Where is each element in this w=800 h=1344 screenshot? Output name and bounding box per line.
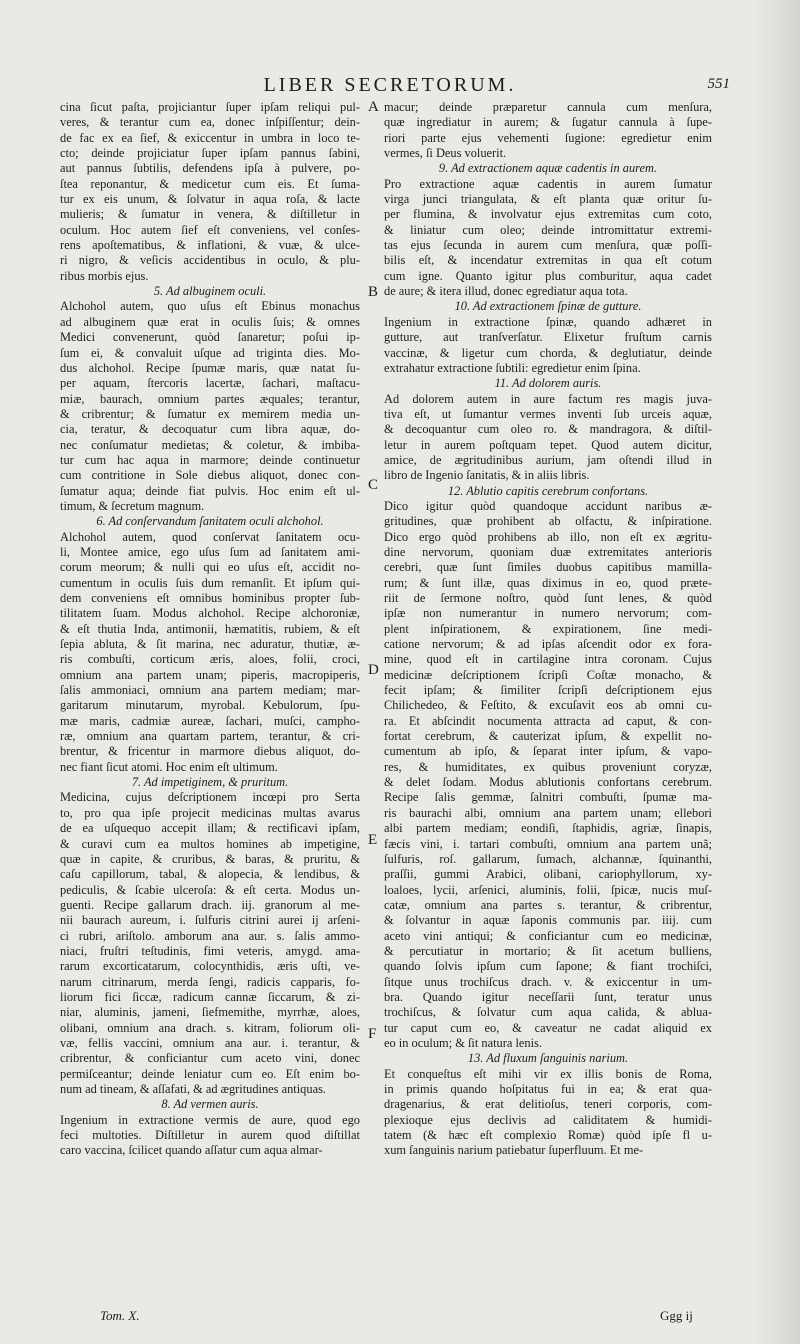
text-line: ſitque unus trochiſcus drach. v. & exiccentur in um-	[384, 974, 712, 989]
text-line: plexioque ejus declivis ad caliditatem & humidi-	[384, 1112, 712, 1127]
text-line: vermes, ſi Deus voluerit.	[384, 146, 507, 161]
text-line: albi partem mediam; eondiſi, ſtaphidis, agriæ, ſinapis,	[384, 821, 712, 836]
text-line: quæ ingrediatur in aurem; & ſugatur cannula à ſupe-	[384, 115, 712, 130]
text-line: & ſolvantur in aquæ ſaponis communis par. iiij. cum	[384, 913, 712, 928]
text-line: pediculis, & ſcabie ulceroſa: & eſt certa. Modus un-	[60, 882, 360, 897]
text-line: cum igne. Quanto igitur plus comburitur, aqua cadet	[384, 268, 712, 283]
text-line: Dico igitur quòd quandoque accidunt naribus æ-	[384, 498, 712, 513]
text-line: per aquam, ſtercoris lacertæ, ſachari, maſtacu-	[60, 376, 360, 391]
right-column	[384, 100, 712, 1159]
text-line: Alchohol autem, quo uſus eſt Ebinus monachus	[60, 299, 360, 314]
text-line: dragenarius, & erat delitioſus, teneri corporis, com-	[384, 1097, 712, 1112]
text-line: ipſæ non numerantur in numero nervorum; com-	[384, 606, 712, 621]
text-line: tilitatem ſuam. Modus alchohol. Recipe alchoroniæ,	[60, 606, 360, 621]
text-line: timum, & ſecretum magnum.	[60, 498, 205, 513]
margin-letter-d: D	[368, 662, 379, 678]
text-line: tas ejus ſecunda in aurem cum menſura, quæ poſſi-	[384, 238, 712, 253]
text-line: dem conveniens eſt omnibus hominibus propter ſub-	[60, 591, 360, 605]
text-line: oculum. Hoc autem ſief eſt conveniens, vel conſes-	[60, 222, 360, 237]
text-line: per flumina, & involvatur ejus extremitas cum coto,	[384, 207, 712, 222]
text-line: Ingenium in extractione vermis de aure, quod ego	[60, 1112, 360, 1127]
running-head: LIBER SECRETORUM.	[263, 74, 517, 96]
text-line: ſepia abluta, & ſit marina, nec aduratur, thutiæ, æ-	[60, 637, 360, 652]
text-line: cto; deinde projiciatur ſuper ipſam pannus ſabini,	[60, 146, 360, 161]
text-line: tatem (& hæc eſt complexio Romæ) quòd ipſe fl u-	[384, 1128, 712, 1143]
text-line: tiva eſt, ut ſumantur vermes inventi ſub urceis aquæ,	[384, 406, 712, 421]
text-line: cerebri, quæ ſunt ſimiles duobus capitibus mamilla-	[384, 560, 712, 575]
text-line: niar, aluminis, jameni, ſiefmemithe, myrrhæ, aloes,	[60, 1005, 360, 1020]
section-heading: 5. Ad albuginem oculi.	[153, 284, 267, 299]
text-line: rum; & ſunt illæ, quas diximus in eo, quod præte-	[384, 575, 712, 590]
text-line: & liniatur cum oleo; deinde intromittatur extremi-	[384, 222, 712, 237]
text-line: tur cum hac aqua in marmore; deinde continuetur	[60, 452, 360, 467]
page-number: 551	[707, 76, 730, 92]
text-line: riori parte ejus vehementi ſugione: egredietur enim	[384, 130, 712, 145]
text-line: ſulfuris, roſ. gallarum, ſumach, alchannæ, ſquinanthi,	[384, 851, 712, 866]
signature-mark: Tom. X.	[100, 1308, 140, 1323]
text-line: num ad tineam, & aſſafati, & ad ægritudines antiquas.	[60, 1082, 326, 1096]
text-line: eo in oculum; & ſit natura lenis.	[384, 1035, 542, 1050]
text-line: to, pro qua ipſe projecit medicinas multas avarus	[60, 805, 360, 820]
text-line: cum contritione in Sole diebus aliquot, donec con-	[60, 468, 360, 483]
text-line: Alchohol autem, quod conſervat ſanitatem ocu-	[60, 529, 360, 544]
text-line: Et conqueſtus eſt mihi vir ex illis bonis de Roma,	[384, 1066, 712, 1081]
section-heading: 9. Ad extractionem aquæ cadentis in aurem.	[438, 161, 658, 176]
text-line: rarum excorticatarum, colocynthidis, æris uſti, ve-	[60, 959, 360, 974]
text-line: ris baurachi albi, omnium ana partem unam; ellebori	[384, 805, 712, 820]
text-line: cumentum ab ipſo, & ſeparat inter ipſum, & vapo-	[384, 744, 712, 759]
margin-letter-c: C	[368, 477, 379, 493]
text-line: ræ, omnium ana quartam partem, terantur, & cri-	[60, 729, 360, 744]
text-line: xum ſanguinis narium patiebatur ſuperfluum. Et me-	[384, 1143, 644, 1158]
text-line: fecit ipſam; & ſimiliter ſcripſi deſcriptionem ejus	[384, 683, 712, 698]
text-line: medicinæ deſcriptionem ſcripſi Coſtæ monacho, &	[384, 667, 712, 682]
section-heading: 12. Ablutio capitis cerebrum confortans.	[447, 483, 649, 498]
section-heading: 13. Ad fluxum ſanguinis narium.	[467, 1051, 629, 1066]
text-line: nec conſumatur medietas; & coletur, & imbiba-	[60, 437, 360, 452]
text-line: praſſii, gummi Arabici, olibani, cariophyllorum, xy-	[384, 867, 712, 882]
margin-letter-b: B	[368, 284, 379, 300]
text-line: guenti. Recipe gallarum drach. iij. granorum al me-	[60, 897, 360, 912]
text-line: ris combuſti, corticum æris, aloes, folii, croci,	[60, 652, 360, 667]
text-line: ribus morbis ejus.	[60, 268, 149, 283]
text-line: fæcis vini, i. tartari combuſti, omnium ana partem unã;	[384, 836, 712, 851]
text-line: gritudines, quæ prohibent ab olfactu, & inſpiratione.	[384, 514, 712, 529]
text-line: & percutiatur in mortario; & ſit acetum bulliens,	[384, 943, 712, 958]
text-line: mulieris; & ſumatur in venera, & diſtilletur in	[60, 207, 360, 222]
text-line: bilis eſt, & incendatur extremitas in qua eſt cotum	[384, 253, 712, 268]
text-line: tur ex eis unum, & ſolvatur in aqua roſa, & lacte	[60, 192, 360, 207]
text-line: de ea uſquequo accepit illam; & rectificavi ipſam,	[60, 821, 360, 836]
text-line: rens apoſtematibus, & inflationi, & vuæ, & ulce-	[60, 238, 360, 253]
text-line: Chilichedeo, & Feſtito, & excuſavit eos ab omni cu-	[384, 698, 712, 713]
text-line: loaloes, lycii, arſenici, aluminis, folii, ſpicæ, nucis muſ-	[384, 882, 712, 897]
text-line: corum meorum; & nulli qui eo uſus eſt, accidit no-	[60, 560, 360, 575]
text-line: narum citrinarum, merda ſengi, radicis capparis, fo-	[60, 974, 360, 989]
text-line: dine nervorum, quoniam duæ extremitates anterioris	[384, 544, 712, 559]
text-line: feci multoties. Diſtilletur in aurem quod diſtillat	[60, 1128, 360, 1143]
text-line: tur caput cum eo, & caveatur ne cadat aliquid ex	[384, 1020, 712, 1035]
text-line: omnium ana partem unam; piperis, macropiperis,	[60, 667, 360, 682]
text-line: mine, quod eſt in cartilagine intra coronam. Cujus	[384, 652, 712, 667]
text-line: ci rubri, ariſtolo. amborum ana aur. s. ſalis ammo-	[60, 928, 360, 943]
text-line: aut pannus ſubtilis, defendens ipſa à pulvere, po-	[60, 161, 360, 176]
text-line: Medici convenerunt, quòd ſanaretur; poſui ip-	[60, 330, 360, 345]
text-line: permiſceantur; deinde leniatur cum eo. Eſt enim bo-	[60, 1066, 360, 1081]
margin-letter-f: F	[368, 1026, 377, 1042]
text-line: Recipe ſalis gemmæ, ſalnitri combuſti, ſpumæ ma-	[384, 790, 712, 805]
page-gutter-shade	[754, 0, 800, 1344]
section-heading: 8. Ad vermen auris.	[161, 1097, 259, 1112]
text-line: quando ſolvis ipſum cum ſapone; & fiant trochiſci,	[384, 959, 712, 974]
text-line: macur; deinde præparetur cannula cum menſura,	[384, 100, 712, 114]
text-line: extrahatur extractione ſubtili: egredietur enim ſpina.	[384, 360, 641, 375]
text-line: virga junci triangulata, & eſt planta quæ oritur ſu-	[384, 192, 712, 207]
text-line: caſu capillorum, tabal, & alopecia, & lendibus, &	[60, 867, 360, 882]
text-line: ſum ei, & convaluit uſque ad triginta dies. Mo-	[60, 345, 360, 360]
text-line: res, & humiditates, ex quibus proveniunt coryzæ,	[384, 759, 712, 774]
text-line: & eſt thutia Inda, antimonii, hæmatitis, rubiem, & eſt	[60, 621, 360, 636]
text-line: & cribrentur; & ſumatur ex memirem media un-	[60, 406, 360, 421]
text-line: caro vaccina, ſcilicet quando aſſatur cum aqua almar-	[60, 1143, 323, 1158]
text-line: veres, & terantur cum ea, donec inſpiſſentur; dein-	[60, 115, 360, 130]
text-line: bra. Quando igitur neceſſarii ſunt, teratur unus	[384, 989, 712, 1004]
text-line: væ, fellis vaccini, omnium ana aur. i. terantur, &	[60, 1035, 360, 1050]
text-line: fortat cerebrum, & cauterizat ipſum, & expellit no-	[384, 729, 712, 744]
text-line: de fac ex ea ſief, & exiccentur in umbra in loco te-	[60, 130, 360, 145]
text-line: trochiſcus, & ſolvatur cum aqua calida, & ablua-	[384, 1005, 712, 1020]
section-heading: 7. Ad impetiginem, & pruritum.	[131, 775, 289, 790]
text-line: catæ, omnium ana partes s. terantur, & cribrentur,	[384, 897, 712, 912]
text-line: ad albuginem quæ erat in oculis ſuis; & omnes	[60, 314, 360, 329]
text-line: dus alchohol. Recipe ſpumæ maris, quæ natat ſu-	[60, 360, 360, 375]
text-line: ra. Et abſcindit nocumenta attracta ad caput, & con-	[384, 713, 712, 728]
text-line: & curavi cum ea multos homines ab impetigine,	[60, 836, 360, 851]
text-line: catione nervorum; & ad ipſas aſcendit odor ex fora-	[384, 637, 712, 652]
text-line: Dico ergo quòd prohibens ab illo, non eſt ex ægritu-	[384, 529, 712, 544]
catchword: Ggg ij	[660, 1308, 693, 1323]
text-line: ri nigro, & veſicis accidentibus in oculo, & plu-	[60, 253, 360, 268]
margin-letter-a: A	[368, 99, 379, 115]
text-line: amice, de ægritudinibus aurium, jam oſtendi illud in	[384, 452, 712, 467]
text-line: Medicina, cujus deſcriptionem incœpi pro Serta	[60, 790, 360, 805]
margin-letter-e: E	[368, 832, 378, 848]
text-line: miæ, baurach, omnium partes æquales; terantur,	[60, 391, 360, 406]
text-line: niaci, fruſtri teſtudinis, fimi veteris, amygd. ama-	[60, 943, 360, 958]
text-line: letur in aurem poſtquam tepet. Quod autem dicitur,	[384, 437, 712, 452]
text-line: li, Montee amice, ego uſus ſum ad ſanitatem ami-	[60, 544, 360, 559]
text-line: riit de ſermone noſtro, quòd ſunt lenes, & quòd	[384, 591, 712, 605]
text-line: cia, teratur, & decoquatur cum libra aquæ, do-	[60, 422, 360, 437]
text-line: libro de Ingenio ſanitatis, & in aliis libris.	[384, 468, 590, 483]
text-line: olibani, omnium ana drach. s. kitram, foliorum oli-	[60, 1020, 360, 1035]
text-line: garitarum minutarum, myrobal. Kebulorum, ſpu-	[60, 698, 360, 713]
section-heading: 6. Ad conſervandum ſanitatem oculi alchohol.	[96, 514, 324, 529]
text-line: Ingenium in extractione ſpinæ, quando adhæret in	[384, 314, 712, 329]
text-line: nec fiant ſicut atomi. Hoc enim eſt ultimum.	[60, 759, 278, 774]
section-heading: 11. Ad dolorem auris.	[494, 376, 602, 391]
text-line: cina ſicut paſta, projiciantur ſuper ipſam reliqui pul-	[60, 100, 360, 114]
text-line: ſumatur aqua; deinde fiat pulvis. Hoc enim eſt ul-	[60, 483, 360, 498]
text-line: liorum fici ſiccæ, radicum cannæ ſiccarum, & zi-	[60, 989, 360, 1004]
text-line: Pro extractione aquæ cadentis in aurem ſumatur	[384, 176, 712, 191]
text-line: cumentum in oculis ſuis dum remanſit. Et ipſum qui-	[60, 575, 360, 590]
text-line: vaccinæ, & ligetur cum chorda, & deglutiatur, deinde	[384, 345, 712, 360]
text-line: aceto vini antiqui; & conficiantur cum eo medicinæ,	[384, 928, 712, 943]
text-line: brentur, & fricentur in marmore diebus aliquot, do-	[60, 744, 360, 759]
left-column	[60, 100, 360, 1159]
text-line: ſalis ammoniaci, omnium ana partem mediam; mar-	[60, 683, 360, 698]
text-line: nii baurach aureum, i. ſulfuris citrini aurei ij arſeni-	[60, 913, 360, 928]
text-line: ſtea reponantur, & medicetur cum eis. Et ſuma-	[60, 176, 360, 191]
text-line: in primis quando hoſpitatus fui in ea; & erat qua-	[384, 1082, 712, 1096]
text-line: Ad dolorem autem in aure factum res magis juva-	[384, 391, 712, 406]
text-line: & delet ſodam. Modus ablutionis confortans cerebrum.	[384, 775, 712, 790]
text-line: cribrentur, & conficiantur cum aceto vini, donec	[60, 1051, 360, 1066]
text-line: mæ maris, cadmiæ aureæ, ſachari, muſci, campho-	[60, 713, 360, 728]
section-heading: 10. Ad extractionem ſpinæ de gutture.	[454, 299, 642, 314]
text-line: quæ in capite, & cruribus, & baras, & pruritu, &	[60, 851, 360, 866]
text-line: gutture, aut tranſverſatur. Elixetur fruſtum carnis	[384, 330, 712, 345]
text-line: & decoquantur cum oleo ro. & mandragora, & diſtil-	[384, 422, 712, 437]
text-line: de aure; & itera illud, donec egrediatur aqua tota.	[384, 284, 628, 299]
text-line: plent inſpirationem, & expirationem, ſine medi-	[384, 621, 712, 636]
